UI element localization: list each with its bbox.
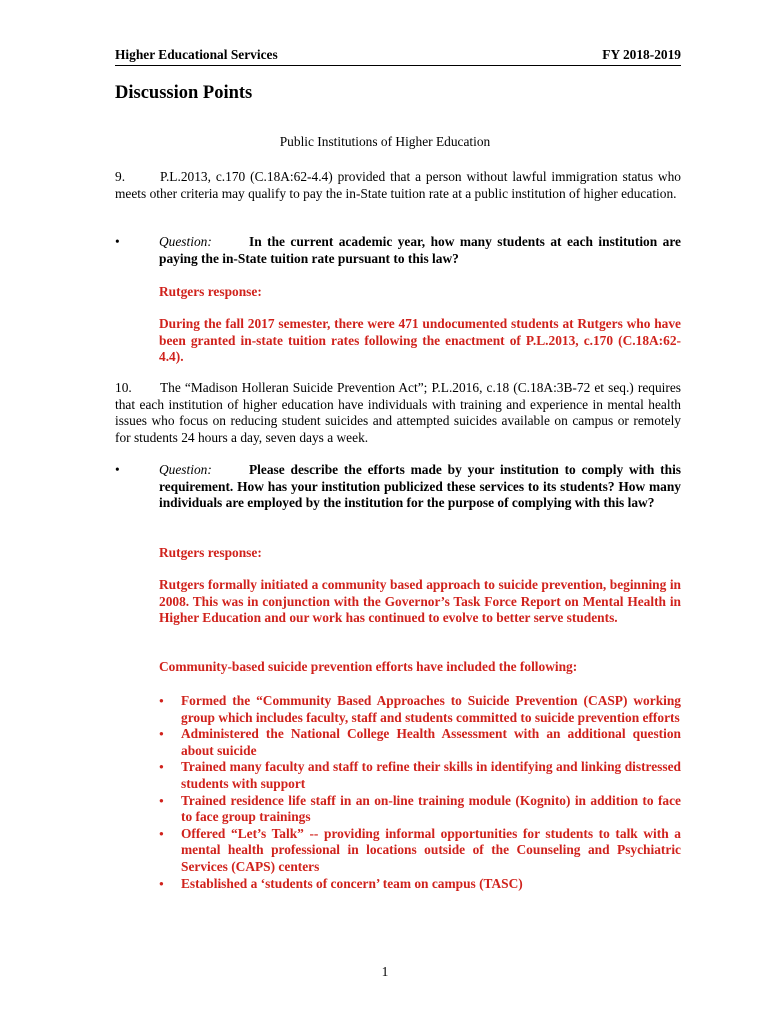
question-9 — [159, 234, 681, 267]
list-item: ● Established a ‘students of concern’ team on campus (TASC) — [159, 876, 681, 893]
response-text-9: During the fall 2017 semester, there were 471 undocumented students at Rutgers who have been granted in-state tuition rates following the enactment of P.L.2013, c.170 (C.18A:62-4.4). — [159, 316, 681, 365]
header-department: Higher Educational Services — [115, 47, 278, 62]
list-item: ● Formed the “Community Based Approaches to Suicide Prevention (CASP) working group which includes faculty, staff and students committed to suicide prevention efforts — [159, 693, 681, 726]
point-number: 9. — [115, 169, 126, 184]
bullet-icon: • — [115, 462, 120, 477]
question-label: Question: — [159, 462, 212, 477]
response-text-10: Rutgers formally initiated a community based approach to suicide prevention, beginning in 2008. This was in conjunction with the Governor’s Task Force Report on Mental Health in Higher Education and our work has continued to evolve to better serve students. — [159, 577, 681, 626]
discussion-point-9 — [115, 169, 681, 202]
header-fiscal-year: FY 2018-2019 — [602, 47, 681, 62]
response-label-9: Rutgers response: — [159, 284, 262, 299]
bullet-icon: • — [115, 234, 120, 249]
response-label-10: Rutgers response: — [159, 545, 262, 560]
question-10 — [159, 462, 681, 512]
list-item: ● Administered the National College Health Assessment with an additional question about suicide — [159, 726, 681, 759]
section-subtitle: Public Institutions of Higher Education — [279, 134, 491, 149]
point-text: P.L.2013, c.170 (C.18A:62-4.4) provided that a person without lawful immigration status who meets other criteria may qualify to pay the in-State tuition rate at a public institution of higher education. — [115, 169, 681, 201]
page-header — [115, 47, 681, 66]
page-number: 1 — [381, 964, 389, 979]
list-item: ● Trained residence life staff in an on-line training module (Kognito) in addition to face to face group trainings — [159, 793, 681, 826]
response-list-intro: Community-based suicide prevention efforts have included the following: — [159, 659, 578, 674]
question-text: Please describe the efforts made by your institution to comply with this requirement. How has your institution publicized these services to its students? How many individuals are employed by the institution for the purpose of complying with this law? — [159, 462, 681, 511]
question-label: Question: — [159, 234, 212, 249]
point-number: 10. — [115, 380, 132, 395]
question-text: In the current academic year, how many students at each institution are paying the in-State tuition rate pursuant to this law? — [159, 234, 681, 266]
point-text: The “Madison Holleran Suicide Prevention Act”; P.L.2016, c.18 (C.18A:3B-72 et seq.) requires that each institution of higher education have individuals with training and experience in mental health issues who focus on reducing student suicides and attempted suicides available on campus or remotely for students 24 hours a day, seven days a week. — [115, 380, 681, 445]
discussion-point-10 — [115, 380, 681, 446]
list-item: ● Trained many faculty and staff to refine their skills in identifying and linking distressed students with support — [159, 759, 681, 792]
page-title: Discussion Points — [115, 83, 253, 103]
response-list — [159, 693, 681, 892]
list-item: ● Offered “Let’s Talk” -- providing informal opportunities for students to talk with a mental health professional in locations outside of the Counseling and Psychiatric Services (CAPS) centers — [159, 826, 681, 876]
